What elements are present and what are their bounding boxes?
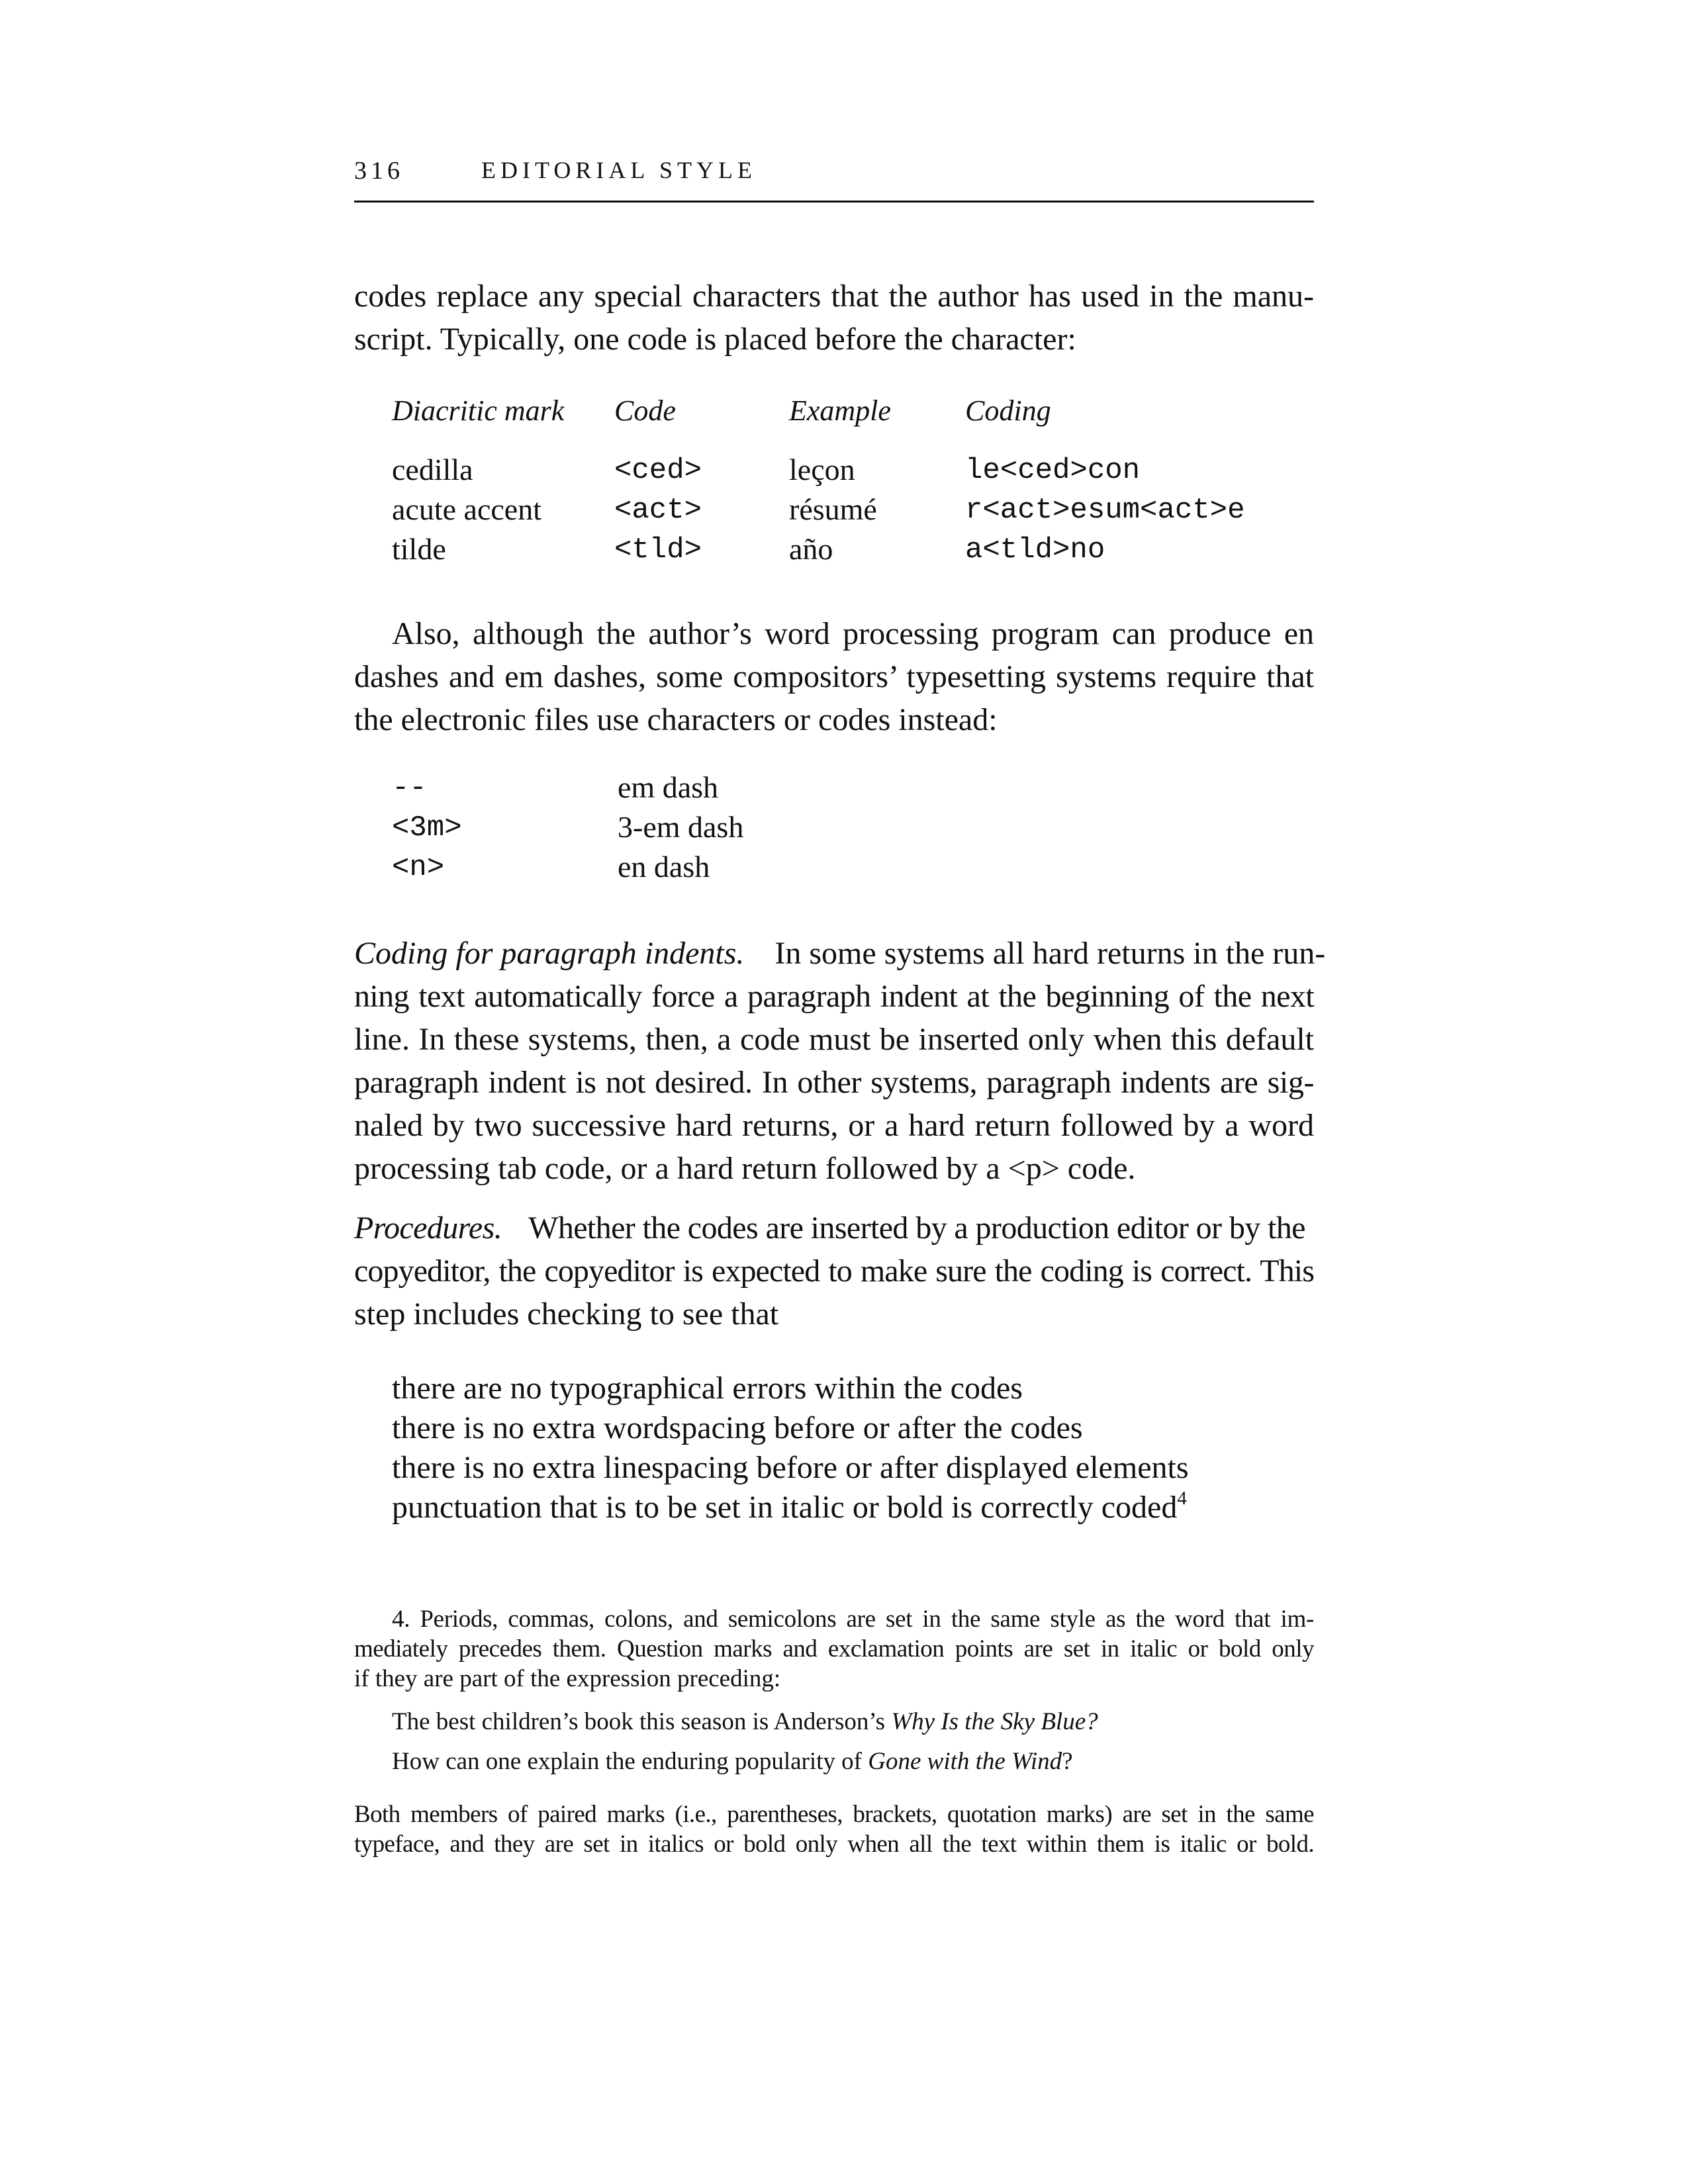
- example-title: Gone with the Wind: [868, 1748, 1062, 1775]
- table-cell: año: [789, 532, 833, 566]
- example-title: Why Is the Sky Blue?: [891, 1708, 1098, 1735]
- table-cell: <ced>: [614, 454, 702, 487]
- list-item: there are no typographical errors within the codes: [392, 1371, 1023, 1406]
- section-heading: Coding for paragraph indents.: [354, 936, 745, 971]
- table-cell: <act>: [614, 494, 702, 527]
- footnote-line: mediately precedes them. Question marks and exclamation points are set in italic or bold only: [354, 1635, 1314, 1662]
- text-line: step includes checking to see that: [354, 1297, 779, 1332]
- section-heading: Procedures.: [354, 1210, 502, 1246]
- table-header: Example: [789, 394, 891, 427]
- text-line: copyeditor, the copyeditor is expected to make sure the coding is correct. This: [354, 1253, 1314, 1289]
- text-line: naled by two successive hard returns, or a hard return followed by a word: [354, 1108, 1314, 1143]
- list-item: there is no extra wordspacing before or after the codes: [392, 1410, 1083, 1445]
- text-line: [354, 1206, 1314, 1250]
- footnote-example: [392, 1747, 1312, 1776]
- example-punct: ?: [1062, 1748, 1073, 1775]
- table-cell: tilde: [392, 532, 446, 566]
- header-rule: [354, 201, 1314, 203]
- table-header: Code: [614, 394, 676, 427]
- text-line: line. In these systems, then, a code must be inserted only when this default: [354, 1022, 1314, 1057]
- text-line: processing tab code, or a hard return followed by a <p> code.: [354, 1151, 1136, 1186]
- table-cell: cedilla: [392, 453, 473, 486]
- example-text: How can one explain the enduring popularity of: [392, 1748, 868, 1775]
- table-cell: résumé: [789, 492, 877, 526]
- footnote-reference: 4: [1177, 1487, 1187, 1509]
- text-span: Whether the codes are inserted by a production editor or by the: [528, 1210, 1305, 1246]
- table-header: Coding: [965, 394, 1051, 427]
- table-cell: a<tld>no: [965, 533, 1105, 567]
- text-line: codes replace any special characters that the author has used in the manu-: [354, 279, 1314, 314]
- text-line: the electronic files use characters or codes instead:: [354, 702, 998, 737]
- text-line: ning text automatically force a paragraph indent at the beginning of the next: [354, 979, 1314, 1014]
- dash-code: <3m>: [392, 811, 462, 844]
- text-line: paragraph indent is not desired. In other systems, paragraph indents are sig-: [354, 1065, 1314, 1100]
- footnote-line: typeface, and they are set in italics or bold only when all the text within them is italic or bold.: [354, 1831, 1314, 1858]
- text-line: Also, although the author’s word processing program can produce en: [392, 616, 1314, 651]
- dash-code: --: [392, 772, 427, 805]
- footnote-example: [392, 1707, 1312, 1736]
- dash-label: en dash: [618, 850, 710, 884]
- dash-label: em dash: [618, 770, 719, 804]
- dash-label: 3-em dash: [618, 810, 744, 844]
- table-cell: le<ced>con: [965, 454, 1141, 487]
- footnote-line: 4. Periods, commas, colons, and semicolons are set in the same style as the word that im-: [392, 1606, 1314, 1633]
- list-item-text: punctuation that is to be set in italic or bold is correctly coded: [392, 1490, 1178, 1525]
- table-header: Diacritic mark: [392, 394, 565, 427]
- table-cell: <tld>: [614, 533, 702, 567]
- example-text: The best children’s book this season is Anderson’s: [392, 1708, 892, 1735]
- text-line: [354, 932, 1326, 975]
- page-number: 316: [354, 157, 404, 185]
- text-line: dashes and em dashes, some compositors’ typesetting systems require that: [354, 659, 1314, 694]
- text-span: In some systems all hard returns in the run-: [774, 936, 1326, 971]
- footnote-line: Both members of paired marks (i.e., parentheses, brackets, quotation marks) are set in the same: [354, 1801, 1314, 1828]
- running-title: EDITORIAL STYLE: [481, 157, 757, 183]
- list-item: there is no extra linespacing before or after displayed elements: [392, 1450, 1189, 1485]
- table-cell: acute accent: [392, 492, 541, 526]
- table-cell: leçon: [789, 453, 855, 486]
- table-cell: r<act>esum<act>e: [965, 494, 1245, 527]
- list-item: [392, 1486, 1312, 1529]
- footnote-line: if they are part of the expression preceding:: [354, 1665, 781, 1692]
- text-line: script. Typically, one code is placed before the character:: [354, 322, 1076, 357]
- dash-code: <n>: [392, 851, 445, 884]
